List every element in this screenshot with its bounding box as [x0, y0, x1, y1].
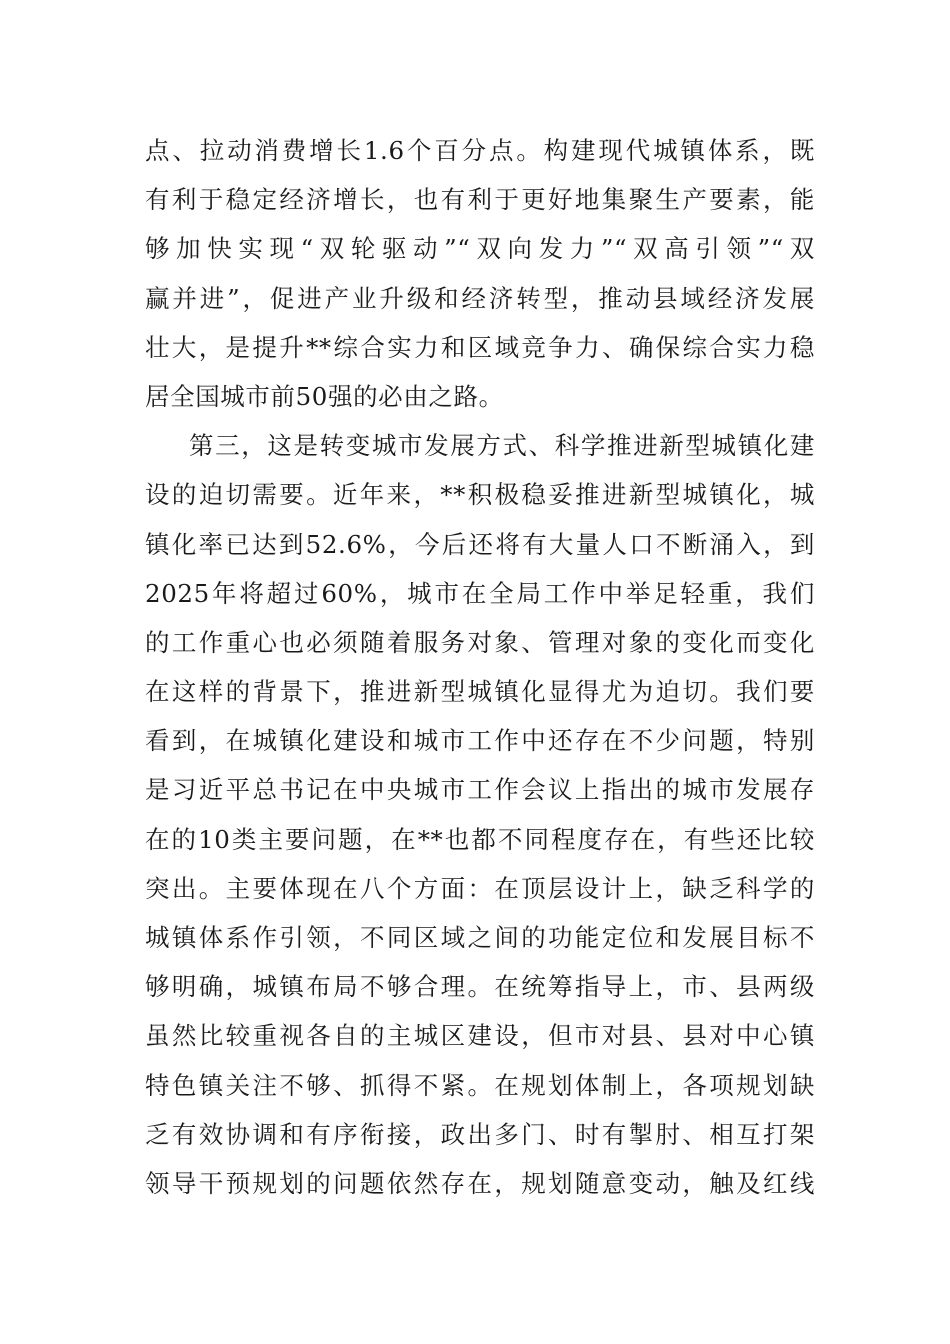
text-line: 在的10类主要问题，在**也都不同程度存在，有些还比较: [145, 824, 815, 854]
text-line: 点、拉动消费增长1.6个百分点。构建现代城镇体系，既: [145, 136, 815, 165]
text-line: 领导干预规划的问题依然存在，规划随意变动，触及红线: [145, 1168, 815, 1198]
text-line: 突出。主要体现在八个方面：在顶层设计上，缺乏科学的: [145, 873, 815, 903]
text-line: 镇化率已达到52.6%，今后还将有大量人口不断涌入，到: [145, 529, 815, 559]
text-line: 设的迫切需要。近年来，**积极稳妥推进新型城镇化，城: [145, 480, 815, 510]
text-line: 城镇体系作引领，不同区域之间的功能定位和发展目标不: [145, 923, 815, 952]
text-line: 有利于稳定经济增长，也有利于更好地集聚生产要素，能: [145, 185, 815, 215]
text-line: 虽然比较重视各自的主城区建设，但市对县、县对中心镇: [145, 1021, 815, 1051]
text-line: 看到，在城镇化建设和城市工作中还存在不少问题，特别: [145, 726, 815, 756]
body-text: [145, 126, 815, 1208]
text-line: 够明确，城镇布局不够合理。在统筹指导上，市、县两级: [145, 972, 815, 1002]
text-line: 2025年将超过60%，城市在全局工作中举足轻重，我们: [145, 578, 815, 608]
text-line: 的工作重心也必须随着服务对象、管理对象的变化而变化: [145, 627, 815, 657]
text-line: 壮大，是提升**综合实力和区域竞争力、确保综合实力稳: [145, 332, 815, 362]
text-line: 居全国城市前50强的必由之路。: [145, 381, 504, 411]
text-line: 是习近平总书记在中央城市工作会议上指出的城市发展存: [145, 775, 815, 805]
text-line: 乏有效协调和有序衔接，政出多门、时有掣肘、相互打架: [145, 1119, 815, 1149]
text-line: 第三，这是转变城市发展方式、科学推进新型城镇化建: [189, 431, 815, 461]
text-line: 在这样的背景下，推进新型城镇化显得尤为迫切。我们要: [145, 677, 815, 707]
text-line: 赢并进”，促进产业升级和经济转型，推动县域经济发展: [145, 283, 815, 313]
text-line: 够加快实现“双轮驱动”“双向发力”“双高引领”“双: [145, 234, 815, 264]
text-line: 特色镇关注不够、抓得不紧。在规划体制上，各项规划缺: [145, 1070, 815, 1100]
